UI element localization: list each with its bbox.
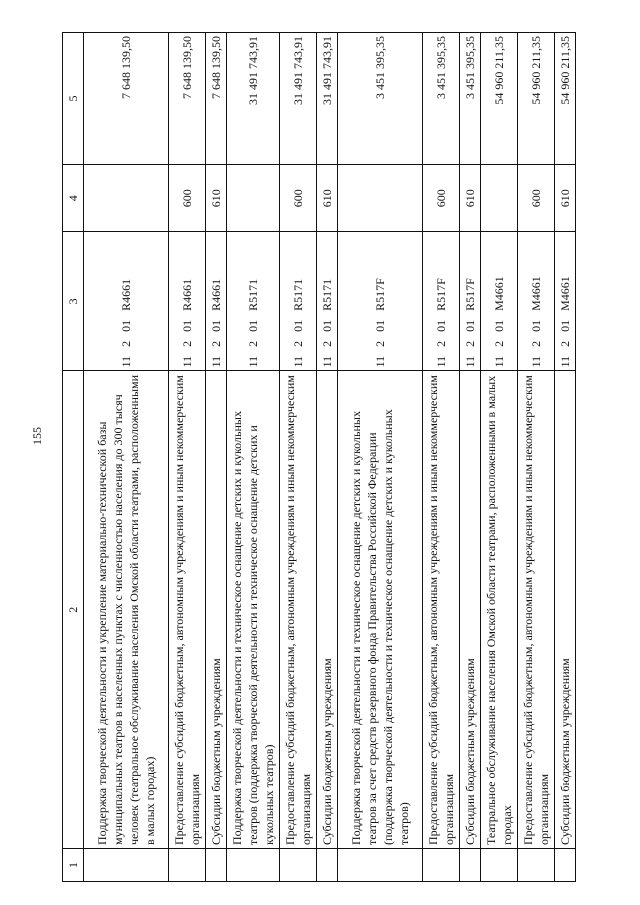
- cell-expense-type: 610: [317, 165, 338, 232]
- cell-index: [423, 848, 460, 881]
- cell-expense-type: 600: [280, 165, 317, 232]
- header-col-4: 4: [63, 165, 84, 232]
- cell-amount: 7 648 139,50: [84, 33, 169, 165]
- cell-amount: 31 491 743,91: [280, 33, 317, 165]
- cell-name: Поддержка творческой деятельности и техническое оснащение детских и кукольных театров за счет средств резервного фонда Правительства Российской Федерации (поддержка творческой деятельности и техническое оснащение детских и кукольных театров): [338, 371, 423, 849]
- cell-name: Предоставление субсидий бюджетным, автономным учреждениям и иным некоммерческим организациям: [518, 371, 555, 849]
- cell-code: 11 2 01 R5171: [280, 232, 317, 371]
- cell-code: 11 2 01 R517F: [460, 232, 481, 371]
- cell-amount: 31 491 743,91: [227, 33, 280, 165]
- cell-name: Предоставление субсидий бюджетным, автономным учреждениям и иным некоммерческим организациям: [423, 371, 460, 849]
- cell-code: 11 2 01 M4661: [555, 232, 576, 371]
- cell-name: Предоставление субсидий бюджетным, автономным учреждениям и иным некоммерческим организациям: [169, 371, 206, 849]
- cell-index: [338, 848, 423, 881]
- table-row: [460, 33, 481, 882]
- cell-name: Театральное обслуживание населения Омской области театрами, расположенными в малых городах: [481, 371, 518, 849]
- table-row: [227, 33, 280, 882]
- cell-expense-type: 610: [460, 165, 481, 232]
- header-col-1: 1: [63, 848, 84, 881]
- cell-amount: 54 960 211,35: [555, 33, 576, 165]
- cell-index: [555, 848, 576, 881]
- cell-code: 11 2 01 M4661: [518, 232, 555, 371]
- cell-index: [169, 848, 206, 881]
- cell-expense-type: [84, 165, 169, 232]
- table-row: [338, 33, 423, 882]
- table-row: [423, 33, 460, 882]
- cell-amount: 7 648 139,50: [206, 33, 227, 165]
- page-number: 155: [30, 427, 44, 445]
- cell-amount: 31 491 743,91: [317, 33, 338, 165]
- cell-index: [206, 848, 227, 881]
- cell-amount: 3 451 395,35: [423, 33, 460, 165]
- cell-amount: 3 451 395,35: [338, 33, 423, 165]
- table-row: [280, 33, 317, 882]
- cell-amount: 54 960 211,35: [518, 33, 555, 165]
- cell-code: 11 2 01 M4661: [481, 232, 518, 371]
- budget-table: [62, 32, 576, 882]
- table-row: [169, 33, 206, 882]
- cell-index: [227, 848, 280, 881]
- cell-expense-type: 600: [423, 165, 460, 232]
- cell-amount: 3 451 395,35: [460, 33, 481, 165]
- cell-name: Поддержка творческой деятельности и техническое оснащение детских и кукольных театров (поддержка творческой деятельности и техническое оснащение детских и кукольных театров): [227, 371, 280, 849]
- cell-code: 11 2 01 R5171: [317, 232, 338, 371]
- cell-index: [84, 848, 169, 881]
- table-row: [206, 33, 227, 882]
- cell-expense-type: [338, 165, 423, 232]
- cell-expense-type: 600: [169, 165, 206, 232]
- header-row: [63, 33, 84, 882]
- cell-code: 11 2 01 R517F: [423, 232, 460, 371]
- cell-index: [317, 848, 338, 881]
- cell-expense-type: 610: [555, 165, 576, 232]
- header-col-3: 3: [63, 232, 84, 371]
- cell-name: Субсидии бюджетным учреждениям: [317, 371, 338, 849]
- table-row: [84, 33, 169, 882]
- cell-code: 11 2 01 R4661: [169, 232, 206, 371]
- header-col-2: 2: [63, 371, 84, 849]
- cell-code: 11 2 01 R4661: [206, 232, 227, 371]
- cell-name: Поддержка творческой деятельности и укрепление материально-технической базы муниципальных театров в населенных пунктах с численностью населения до 300 тысяч человек (театральное обслуживание населения Омской области театрами, расположенными в малых городах): [84, 371, 169, 849]
- cell-expense-type: 610: [206, 165, 227, 232]
- cell-expense-type: 600: [518, 165, 555, 232]
- table-row: [317, 33, 338, 882]
- cell-name: Субсидии бюджетным учреждениям: [460, 371, 481, 849]
- cell-code: 11 2 01 R517F: [338, 232, 423, 371]
- budget-table-wrapper: [62, 32, 612, 882]
- table-row: [518, 33, 555, 882]
- cell-code: 11 2 01 R5171: [227, 232, 280, 371]
- cell-amount: 7 648 139,50: [169, 33, 206, 165]
- cell-expense-type: [227, 165, 280, 232]
- cell-code: 11 2 01 R4661: [84, 232, 169, 371]
- cell-index: [518, 848, 555, 881]
- table-row: [555, 33, 576, 882]
- cell-name: Субсидии бюджетным учреждениям: [206, 371, 227, 849]
- cell-index: [280, 848, 317, 881]
- cell-expense-type: [481, 165, 518, 232]
- cell-amount: 54 960 211,35: [481, 33, 518, 165]
- header-col-5: 5: [63, 33, 84, 165]
- cell-index: [481, 848, 518, 881]
- cell-index: [460, 848, 481, 881]
- table-row: [481, 33, 518, 882]
- cell-name: Предоставление субсидий бюджетным, автономным учреждениям и иным некоммерческим организациям: [280, 371, 317, 849]
- cell-name: Субсидии бюджетным учреждениям: [555, 371, 576, 849]
